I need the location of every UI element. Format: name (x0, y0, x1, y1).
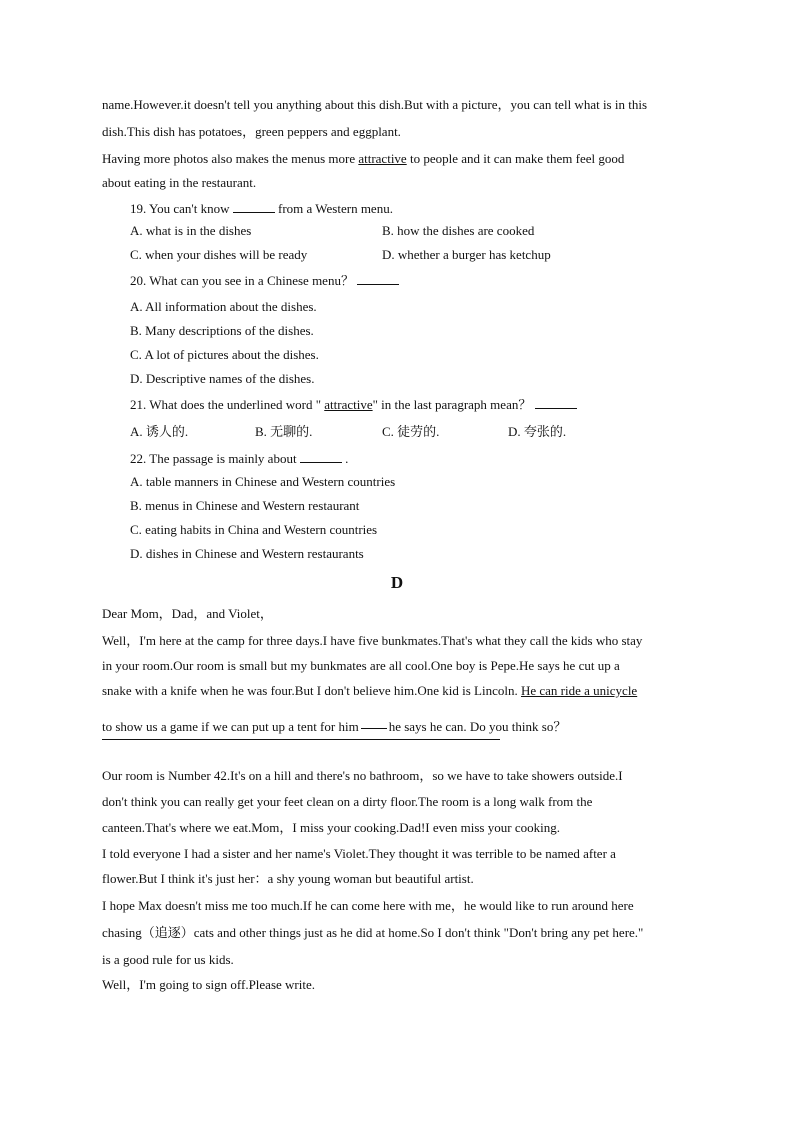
option-c: C. eating habits in China and Western countries (130, 522, 378, 537)
letter-greeting: Dear Mom，Dad，and Violet， (102, 606, 273, 621)
option-b: B. menus in Chinese and Western restaurant (130, 498, 360, 513)
section-heading: D (390, 573, 404, 592)
answer-blank[interactable] (300, 450, 342, 463)
passage-line: in your room.Our room is small but my bunkmates are all cool.One boy is Pepe.He says he cut up a (102, 658, 620, 673)
passage-line: to show us a game if we can put up a tent for him he says he can. Do you think so？ (102, 719, 567, 734)
option-a: A. table manners in Chinese and Western countries (130, 474, 396, 489)
option-c: C. when your dishes will be ready (130, 247, 308, 262)
question-22: 22. The passage is mainly about . (130, 451, 349, 466)
passage-line: flower.But I think it's just her：a shy young woman but beautiful artist. (102, 871, 474, 886)
underline-rule (102, 739, 500, 740)
option-a: A. All information about the dishes. (130, 299, 317, 314)
option-d: D. dishes in Chinese and Western restaurants (130, 546, 364, 561)
passage-line: Well，I'm going to sign off.Please write. (102, 977, 315, 992)
option-b: B. Many descriptions of the dishes. (130, 323, 314, 338)
passage-line: I hope Max doesn't miss me too much.If he can come here with me，he would like to run around here (102, 898, 634, 913)
passage-line: don't think you can really get your feet clean on a dirty floor.The room is a long walk from the (102, 794, 593, 809)
passage-line: dish.This dish has potatoes，green peppers and eggplant. (102, 124, 401, 139)
passage-line: I told everyone I had a sister and her name's Violet.They thought it was terrible to be named after a (102, 846, 616, 861)
underlined-sentence: He can ride a unicycle (520, 683, 638, 698)
option-b: B. 无聊的. (255, 424, 313, 439)
passage-line: snake with a knife when he was four.But I don't believe him.One kid is Lincoln. He can ride a unicycle (102, 683, 638, 698)
dash (361, 728, 387, 729)
option-a: A. what is in the dishes (130, 223, 252, 238)
option-d: D. Descriptive names of the dishes. (130, 371, 315, 386)
underlined-word: attractive (358, 151, 407, 166)
option-d: D. 夸张的. (508, 424, 567, 439)
passage-line: canteen.That's where we eat.Mom，I miss your cooking.Dad!I even miss your cooking. (102, 820, 560, 835)
answer-blank[interactable] (233, 200, 275, 213)
option-a: A. 诱人的. (130, 424, 189, 439)
question-20: 20. What can you see in a Chinese menu？ (130, 272, 399, 289)
passage-line: Having more photos also makes the menus more attractive to people and it can make them feel good (102, 151, 625, 166)
option-d: D. whether a burger has ketchup (382, 247, 551, 262)
question-19: 19. You can't know from a Western menu. (130, 201, 393, 216)
underlined-word: attractive (324, 397, 373, 412)
option-c: C. A lot of pictures about the dishes. (130, 347, 319, 362)
question-21: 21. What does the underlined word " attractive" in the last paragraph mean？ (130, 396, 577, 413)
passage-line: chasing（追逐）cats and other things just as he did at home.So I don't think "Don't bring any pet here." (102, 925, 644, 940)
passage-line: name.However.it doesn't tell you anything about this dish.But with a picture，you can tell what is in this (102, 97, 648, 112)
passage-line: about eating in the restaurant. (102, 175, 257, 190)
option-b: B. how the dishes are cooked (382, 223, 535, 238)
answer-blank[interactable] (535, 396, 577, 409)
option-c: C. 徒劳的. (382, 424, 440, 439)
passage-line: Well，I'm here at the camp for three days.I have five bunkmates.That's what they call the kids who stay (102, 633, 643, 648)
answer-blank[interactable] (357, 272, 399, 285)
passage-line: is a good rule for us kids. (102, 952, 234, 967)
passage-line: Our room is Number 42.It's on a hill and there's no bathroom，so we have to take showers outside.I (102, 768, 623, 783)
